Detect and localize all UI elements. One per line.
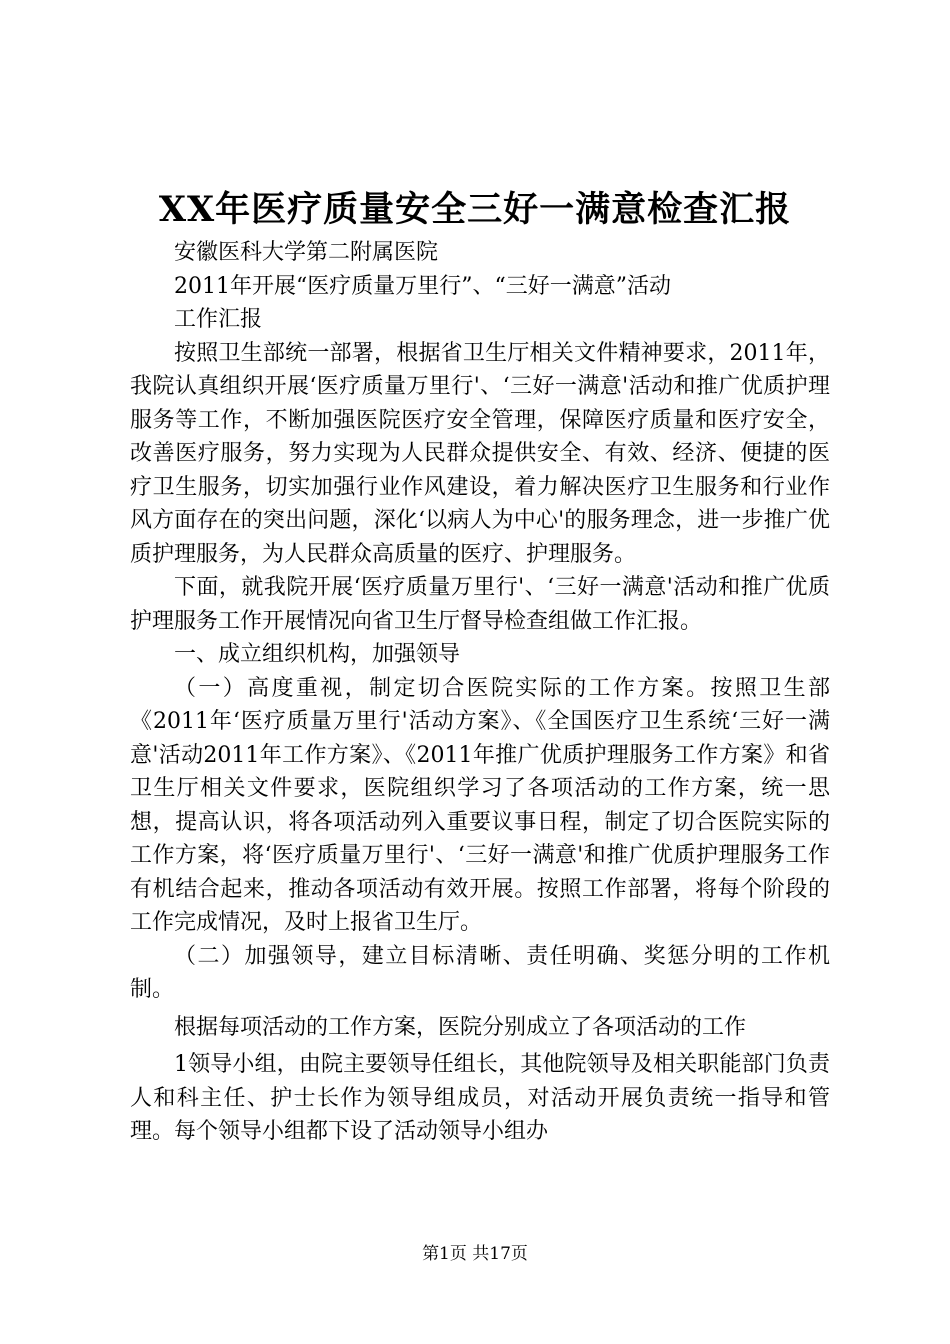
paragraph-report-label: 工作汇报: [174, 307, 263, 332]
paragraph-work-groups: 根据每项活动的工作方案，医院分别成立了各项活动的工作: [174, 1014, 747, 1040]
paragraph-leadership-group: 1领导小组，由院主要领导任组长，其他院领导及相关职能部门负责人和科主任、护士长作为领导组成员，对活动开展负责统一指导和管理。每个领导小组都下设了活动领导小组办: [130, 1052, 830, 1144]
paragraph-hospital-name: 安徽医科大学第二附属医院: [174, 240, 439, 265]
document-title: XX年医疗质量安全三好一满意检查汇报: [158, 189, 792, 230]
paragraph-intro: 按照卫生部统一部署，根据省卫生厅相关文件精神要求，2011年，我院认真组织开展‘医疗质量万里行'、‘三好一满意'活动和推广优质护理服务等工作，不断加强医院医疗安全管理，保障医疗质量和医疗安全，改善医疗服务，努力实现为人民群众提供安全、有效、经济、便捷的医疗卫生服务，切实加强行业作风建设，着力解决医疗卫生服务和行业作风方面存在的突出问题，深化‘以病人为中心'的服务理念，进一步推广优质护理服务，为人民群众高质量的医疗、护理服务。: [130, 340, 830, 567]
paragraph-section-1-2: （二）加强领导，建立目标清晰、责任明确、奖惩分明的工作机制。: [130, 943, 830, 1002]
paragraph-subtitle: 2011年开展“医疗质量万里行”、“三好一满意”活动: [174, 273, 671, 299]
document-body: [130, 236, 830, 1149]
paragraph-section-1-1: （一）高度重视，制定切合医院实际的工作方案。按照卫生部《2011年‘医疗质量万里行'活动方案》、《全国医疗卫生系统‘三好一满意'活动2011年工作方案》、《2011年推广优质护理服务工作方案》和省卫生厅相关文件要求，医院组织学习了各项活动的工作方案，统一思想，提高认识，将各项活动列入重要议事日程，制定了切合医院实际的工作方案，将‘医疗质量万里行'、‘三好一满意'和推广优质护理服务工作有机结合起来，推动各项活动有效开展。按照工作部署，将每个阶段的工作完成情况，及时上报省卫生厅。: [130, 675, 830, 935]
section-heading-1: 一、成立组织机构，加强领导: [174, 642, 461, 667]
page-number-footer: 第1页 共17页: [422, 1244, 528, 1264]
paragraph-overview: 下面，就我院开展‘医疗质量万里行'、‘三好一满意'活动和推广优质护理服务工作开展情况向省卫生厅督导检查组做工作汇报。: [130, 575, 830, 634]
